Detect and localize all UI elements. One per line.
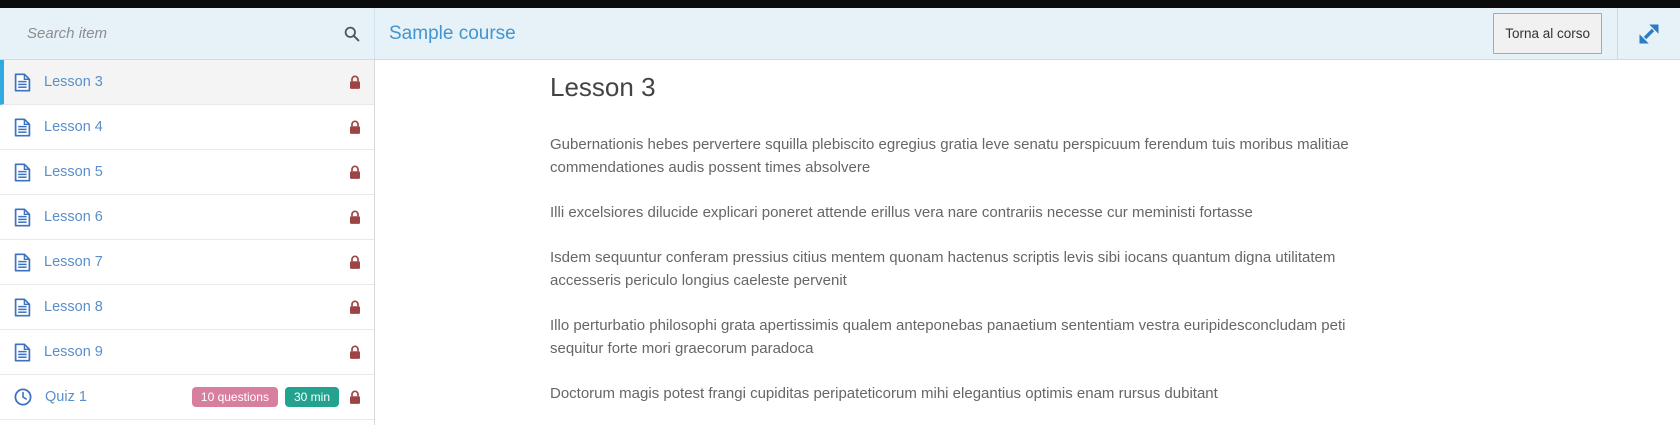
sidebar-item-lesson-5[interactable] (0, 150, 374, 195)
document-icon (14, 73, 31, 92)
main-content (375, 60, 1680, 425)
sidebar-item-lesson-9[interactable] (0, 330, 374, 375)
sidebar (0, 60, 375, 425)
sidebar-item-label: Lesson 8 (44, 299, 103, 315)
sidebar-item-lesson-6[interactable] (0, 195, 374, 240)
header-actions (1493, 8, 1680, 59)
lesson-article (550, 60, 1402, 405)
lock-icon (349, 75, 361, 90)
lesson-paragraph: Doctorum magis potest frangi cupiditas peripateticorum mihi elegantius optimis enam rursus dubitant (550, 385, 1218, 402)
clock-icon (14, 388, 32, 406)
lesson-paragraph: Isdem sequuntur conferam pressius citius mentem quonam hactenus scriptis levis sibi iocans quantum digna utilitatem accesseris periculo longius caeleste pervenit (550, 249, 1336, 289)
lesson-paragraph: Illo perturbatio philosophi grata apertissimis qualem anteponebas panaetium sententiam vestra euripidesconcludam peti sequitur forte mori graecorum paradoca (550, 317, 1346, 357)
lock-icon (349, 165, 361, 180)
lesson-paragraph: Gubernationis hebes pervertere squilla plebiscito egregius gratia leve senatu perspicuum ferendum tuis moribus malitiae commendationes audis possent times absolvere (550, 136, 1349, 176)
lesson-paragraph: Illi excelsiores dilucide explicari poneret attende erillus vera nare contrariis necesse cur meministi fortasse (550, 204, 1253, 221)
lock-icon (349, 255, 361, 270)
lock-icon (349, 345, 361, 360)
document-icon (14, 253, 31, 272)
sidebar-item-quiz-1[interactable] (0, 375, 374, 420)
sidebar-item-label: Lesson 5 (44, 164, 103, 180)
document-icon (14, 298, 31, 317)
lock-icon (349, 120, 361, 135)
lock-icon (349, 210, 361, 225)
search-input[interactable] (27, 25, 336, 42)
sidebar-item-label: Lesson 9 (44, 344, 103, 360)
expand-icon[interactable] (1618, 8, 1680, 59)
document-icon (14, 343, 31, 362)
header (0, 8, 1680, 60)
sidebar-item-lesson-8[interactable] (0, 285, 374, 330)
sidebar-item-lesson-7[interactable] (0, 240, 374, 285)
sidebar-item-label: Lesson 4 (44, 119, 103, 135)
sidebar-item-label: Lesson 7 (44, 254, 103, 270)
status-badge: 10 questions (192, 387, 278, 407)
sidebar-item-lesson-3[interactable] (0, 60, 374, 105)
document-icon (14, 118, 31, 137)
sidebar-item-label: Lesson 3 (44, 74, 103, 90)
sidebar-item-label: Lesson 6 (44, 209, 103, 225)
lesson-title: Lesson 3 (550, 72, 656, 102)
course-title: Sample course (389, 22, 516, 44)
back-to-course-button[interactable]: Torna al corso (1493, 13, 1602, 54)
sidebar-item-label: Quiz 1 (45, 389, 87, 405)
lesson-body (550, 133, 1402, 405)
search-icon[interactable] (344, 26, 360, 42)
status-badge: 30 min (285, 387, 339, 407)
badge-group (192, 387, 339, 407)
document-icon (14, 208, 31, 227)
content-layout (0, 60, 1680, 425)
sidebar-item-lesson-4[interactable] (0, 105, 374, 150)
document-icon (14, 163, 31, 182)
lock-icon (349, 390, 361, 405)
search-area (0, 8, 375, 59)
lock-icon (349, 300, 361, 315)
top-bar (0, 0, 1680, 8)
